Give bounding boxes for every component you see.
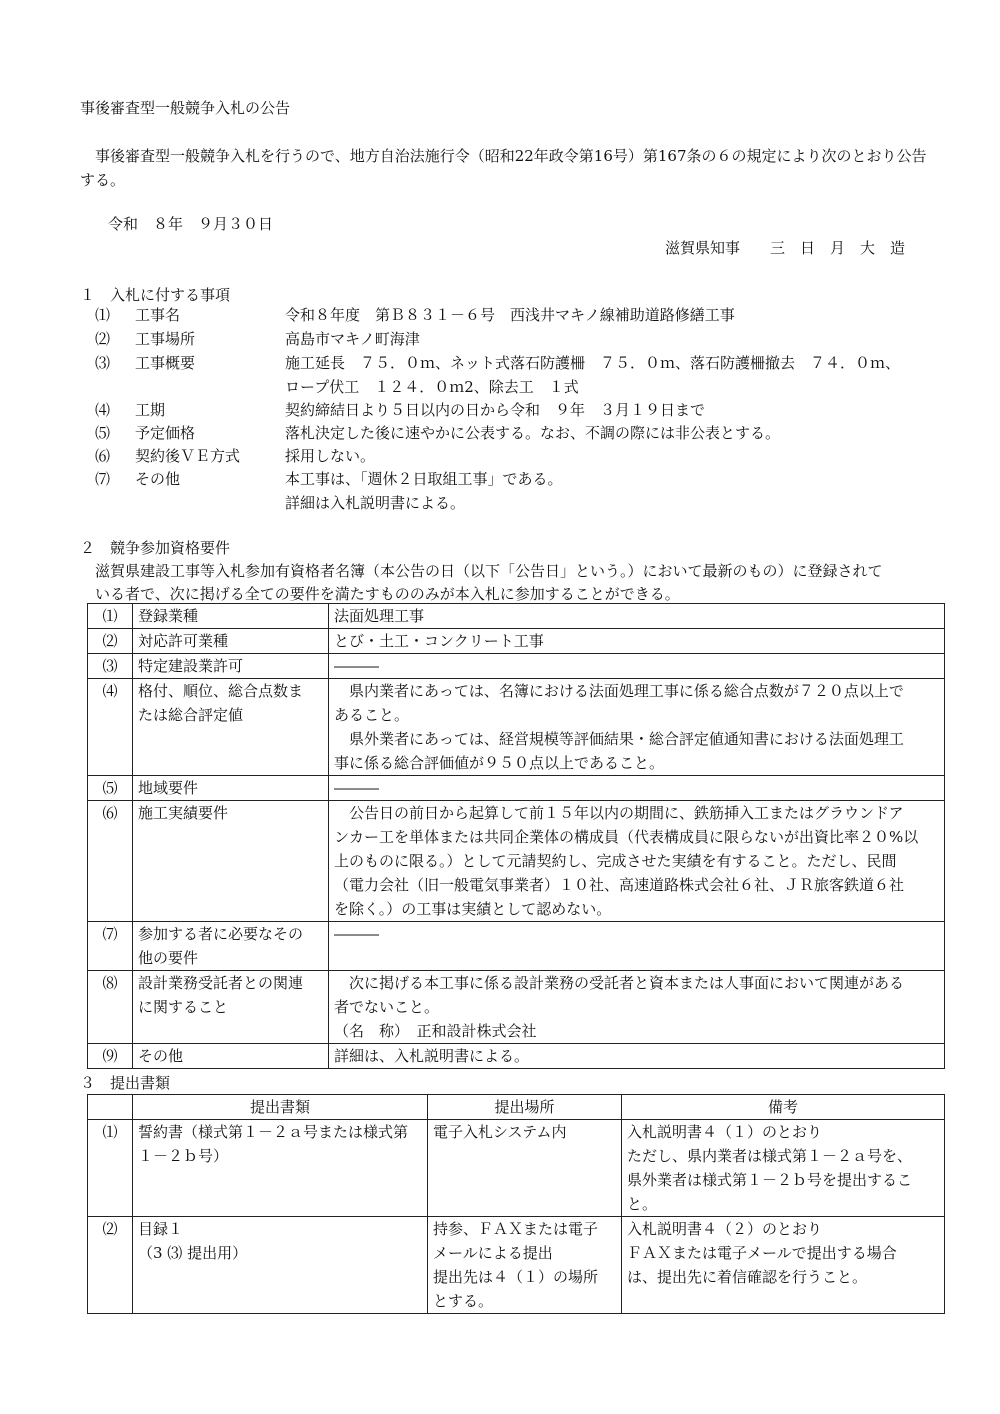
cell-line: と。 [627, 1195, 658, 1213]
section3-heading: ３ 提出書類 [80, 1074, 171, 1092]
item-label: 工事場所 [135, 330, 196, 348]
row-number: ⑻ [88, 971, 133, 1044]
note-cell [622, 1217, 945, 1314]
issuer: 滋賀県知事 三 日 月 大 造 [665, 239, 906, 257]
row-value: ――― [329, 776, 945, 801]
row-number: ⑶ [88, 654, 133, 679]
item-value: 採用しない。 [285, 447, 376, 465]
table-row [88, 1120, 945, 1217]
cell-line: １－２ｂ号） [138, 1147, 229, 1165]
item-value: 契約締結日より５日以内の日から令和 ９年 ３月１９日まで [285, 401, 706, 419]
row-number: ⑷ [88, 679, 133, 776]
table-header-row [88, 1095, 945, 1120]
cell-line: ＦＡＸまたは電子メールで提出する場合 [627, 1244, 897, 1262]
item-value-line: 本工事は、「週休２日取組工事」である。 [285, 470, 563, 488]
page-title: 事後審査型一般競争入札の公告 [80, 99, 291, 117]
table-row [88, 801, 945, 922]
item-value-line: ロープ伏工 １２４．０ｍ2、除去工 １式 [285, 378, 579, 396]
row-label-line: 設計業務受託者との関連 [138, 974, 304, 992]
section2-heading: ２ 競争参加資格要件 [80, 539, 231, 557]
table-row [88, 971, 945, 1044]
qualification-table [87, 603, 945, 1069]
row-value-line: ンカー工を単体または共同企業体の構成員（代表構成員に限らないが出資比率２０%以 [334, 828, 919, 846]
row-number: ⑸ [88, 776, 133, 801]
row-value-line: （電力会社（旧一般電気事業者）１０社、高速道路株式会社６社、ＪＲ旅客鉄道６社 [334, 876, 905, 894]
row-label: 地域要件 [133, 776, 329, 801]
row-value-line: 県内業者にあっては、名簿における法面処理工事に係る総合点数が７２０点以上で [334, 682, 904, 700]
item-value-line: 詳細は入札説明書による。 [285, 494, 466, 512]
item-label: 工事名 [135, 306, 181, 324]
item-number: ⑸ [95, 424, 111, 442]
item-number: ⑶ [95, 354, 111, 372]
item-value [285, 351, 945, 399]
notice-date: 令和 ８年 ９月３０日 [108, 215, 274, 233]
cell-line: 持参、ＦＡＸまたは電子 [433, 1220, 599, 1238]
cell-line: ただし、県内業者は様式第１－２ａ号を、 [627, 1147, 913, 1165]
row-label-line: に関すること [138, 998, 229, 1016]
table-row [88, 922, 945, 971]
intro-line-2: する。 [80, 171, 126, 189]
row-value-line: 上のものに限る。）として元請契約し、完成させた実績を有すること。ただし、民間 [334, 852, 897, 870]
item-label: 予定価格 [135, 424, 196, 442]
row-label [133, 679, 329, 776]
table-row [88, 629, 945, 654]
item-number: ⑺ [95, 470, 111, 488]
document-cell [133, 1217, 428, 1314]
table-row [88, 1044, 945, 1069]
place-cell: 電子入札システム内 [428, 1120, 622, 1217]
row-label [133, 971, 329, 1044]
intro-line-1: 事後審査型一般競争入札を行うので、地方自治法施行令（昭和22年政令第16号）第167条の６の規定により次のとおり公告 [80, 147, 927, 165]
section1-heading: １ 入札に付する事項 [80, 286, 231, 304]
cell-line: 目録１ [138, 1220, 184, 1238]
cell-line: 県外業者は様式第１－２ｂ号を提出するこ [627, 1171, 913, 1189]
row-value-line: 県外業者にあっては、経営規模等評価結果・総合評定値通知書における法面処理工 [334, 730, 904, 748]
column-header: 備考 [622, 1095, 945, 1120]
item-label: 工期 [135, 401, 166, 419]
column-header: 提出書類 [133, 1095, 428, 1120]
item-number: ⑵ [95, 330, 111, 348]
table-row [88, 654, 945, 679]
place-cell [428, 1217, 622, 1314]
column-header [88, 1095, 133, 1120]
row-number: ⑼ [88, 1044, 133, 1069]
row-label: 対応許可業種 [133, 629, 329, 654]
item-value: 高島市マキノ町海津 [285, 330, 420, 348]
row-value-line: 事に係る総合評価値が９５０点以上であること。 [334, 754, 665, 772]
table-row [88, 776, 945, 801]
row-value [329, 679, 945, 776]
row-value-line: 次に掲げる本工事に係る設計業務の受託者と資本または人事面において関連がある [334, 974, 905, 992]
row-label [133, 922, 329, 971]
note-cell [622, 1120, 945, 1217]
row-value: ――― [329, 922, 945, 971]
row-value-line: 者でないこと。 [334, 998, 440, 1016]
row-value: 詳細は、入札説明書による。 [329, 1044, 945, 1069]
item-value: 落札決定した後に速やかに公表する。なお、不調の際には非公表とする。 [285, 424, 781, 442]
row-number: ⑺ [88, 922, 133, 971]
item-value [285, 467, 945, 515]
item-value-line: 施工延長 ７５．０ｍ、ネット式落石防護柵 ７５．０ｍ、落石防護柵撤去 ７４．０ｍ、 [285, 354, 901, 372]
row-number: ⑹ [88, 801, 133, 922]
row-value-line: 公告日の前日から起算して前１５年以内の期間に、鉄筋挿入工またはグラウンドア [334, 804, 904, 822]
item-label: その他 [135, 470, 181, 488]
row-value [329, 971, 945, 1044]
row-label-line: たは総合評定値 [138, 706, 244, 724]
row-value: とび・土工・コンクリート工事 [329, 629, 945, 654]
row-number: ⑴ [88, 1120, 133, 1217]
table-row [88, 679, 945, 776]
item-value: 令和８年度 第Ｂ８３１－６号 西浅井マキノ線補助道路修繕工事 [285, 306, 735, 324]
cell-line: は、提出先に着信確認を行うこと。 [627, 1268, 868, 1286]
cell-line: 誓約書（様式第１－２ａ号または様式第 [138, 1123, 409, 1141]
row-value-line: を除く。）の工事は実績として認めない。 [334, 900, 612, 918]
row-number: ⑴ [88, 604, 133, 629]
row-label: その他 [133, 1044, 329, 1069]
item-label: 工事概要 [135, 354, 196, 372]
item-number: ⑴ [95, 306, 111, 324]
row-value-line: （名 称） 正和設計株式会社 [334, 1022, 537, 1040]
row-label-line: 参加する者に必要なその [138, 925, 304, 943]
item-label: 契約後ＶＥ方式 [135, 447, 241, 465]
item-number: ⑹ [95, 447, 111, 465]
row-value-line: あること。 [334, 706, 410, 724]
row-label: 登録業種 [133, 604, 329, 629]
row-number: ⑵ [88, 1217, 133, 1314]
row-number: ⑵ [88, 629, 133, 654]
cell-line: 提出先は４（１）の場所 [433, 1268, 599, 1286]
row-value: 法面処理工事 [329, 604, 945, 629]
documents-table [87, 1094, 945, 1314]
row-label-line: 他の要件 [138, 949, 199, 967]
cell-line: （3 ⑶ 提出用） [138, 1244, 248, 1262]
row-value: ――― [329, 654, 945, 679]
row-label: 特定建設業許可 [133, 654, 329, 679]
row-label-line: 格付、順位、総合点数ま [138, 682, 304, 700]
column-header: 提出場所 [428, 1095, 622, 1120]
table-row [88, 604, 945, 629]
row-value [329, 801, 945, 922]
cell-line: とする。 [433, 1292, 494, 1310]
cell-line: 入札説明書４（２）のとおり [627, 1220, 823, 1238]
section2-intro-line-1: 滋賀県建設工事等入札参加有資格者名簿（本公告の日（以下「公告日」という。）において最新のもの）に登録されて [95, 562, 883, 580]
section2-intro-line-2: いる者で、次に掲げる全ての要件を満たすもののみが本入札に参加することができる。 [95, 585, 680, 603]
document-cell [133, 1120, 428, 1217]
cell-line: メールによる提出 [433, 1244, 553, 1262]
cell-line: 入札説明書４（１）のとおり [627, 1123, 823, 1141]
item-number: ⑷ [95, 401, 111, 419]
table-row [88, 1217, 945, 1314]
row-label: 施工実績要件 [133, 801, 329, 922]
